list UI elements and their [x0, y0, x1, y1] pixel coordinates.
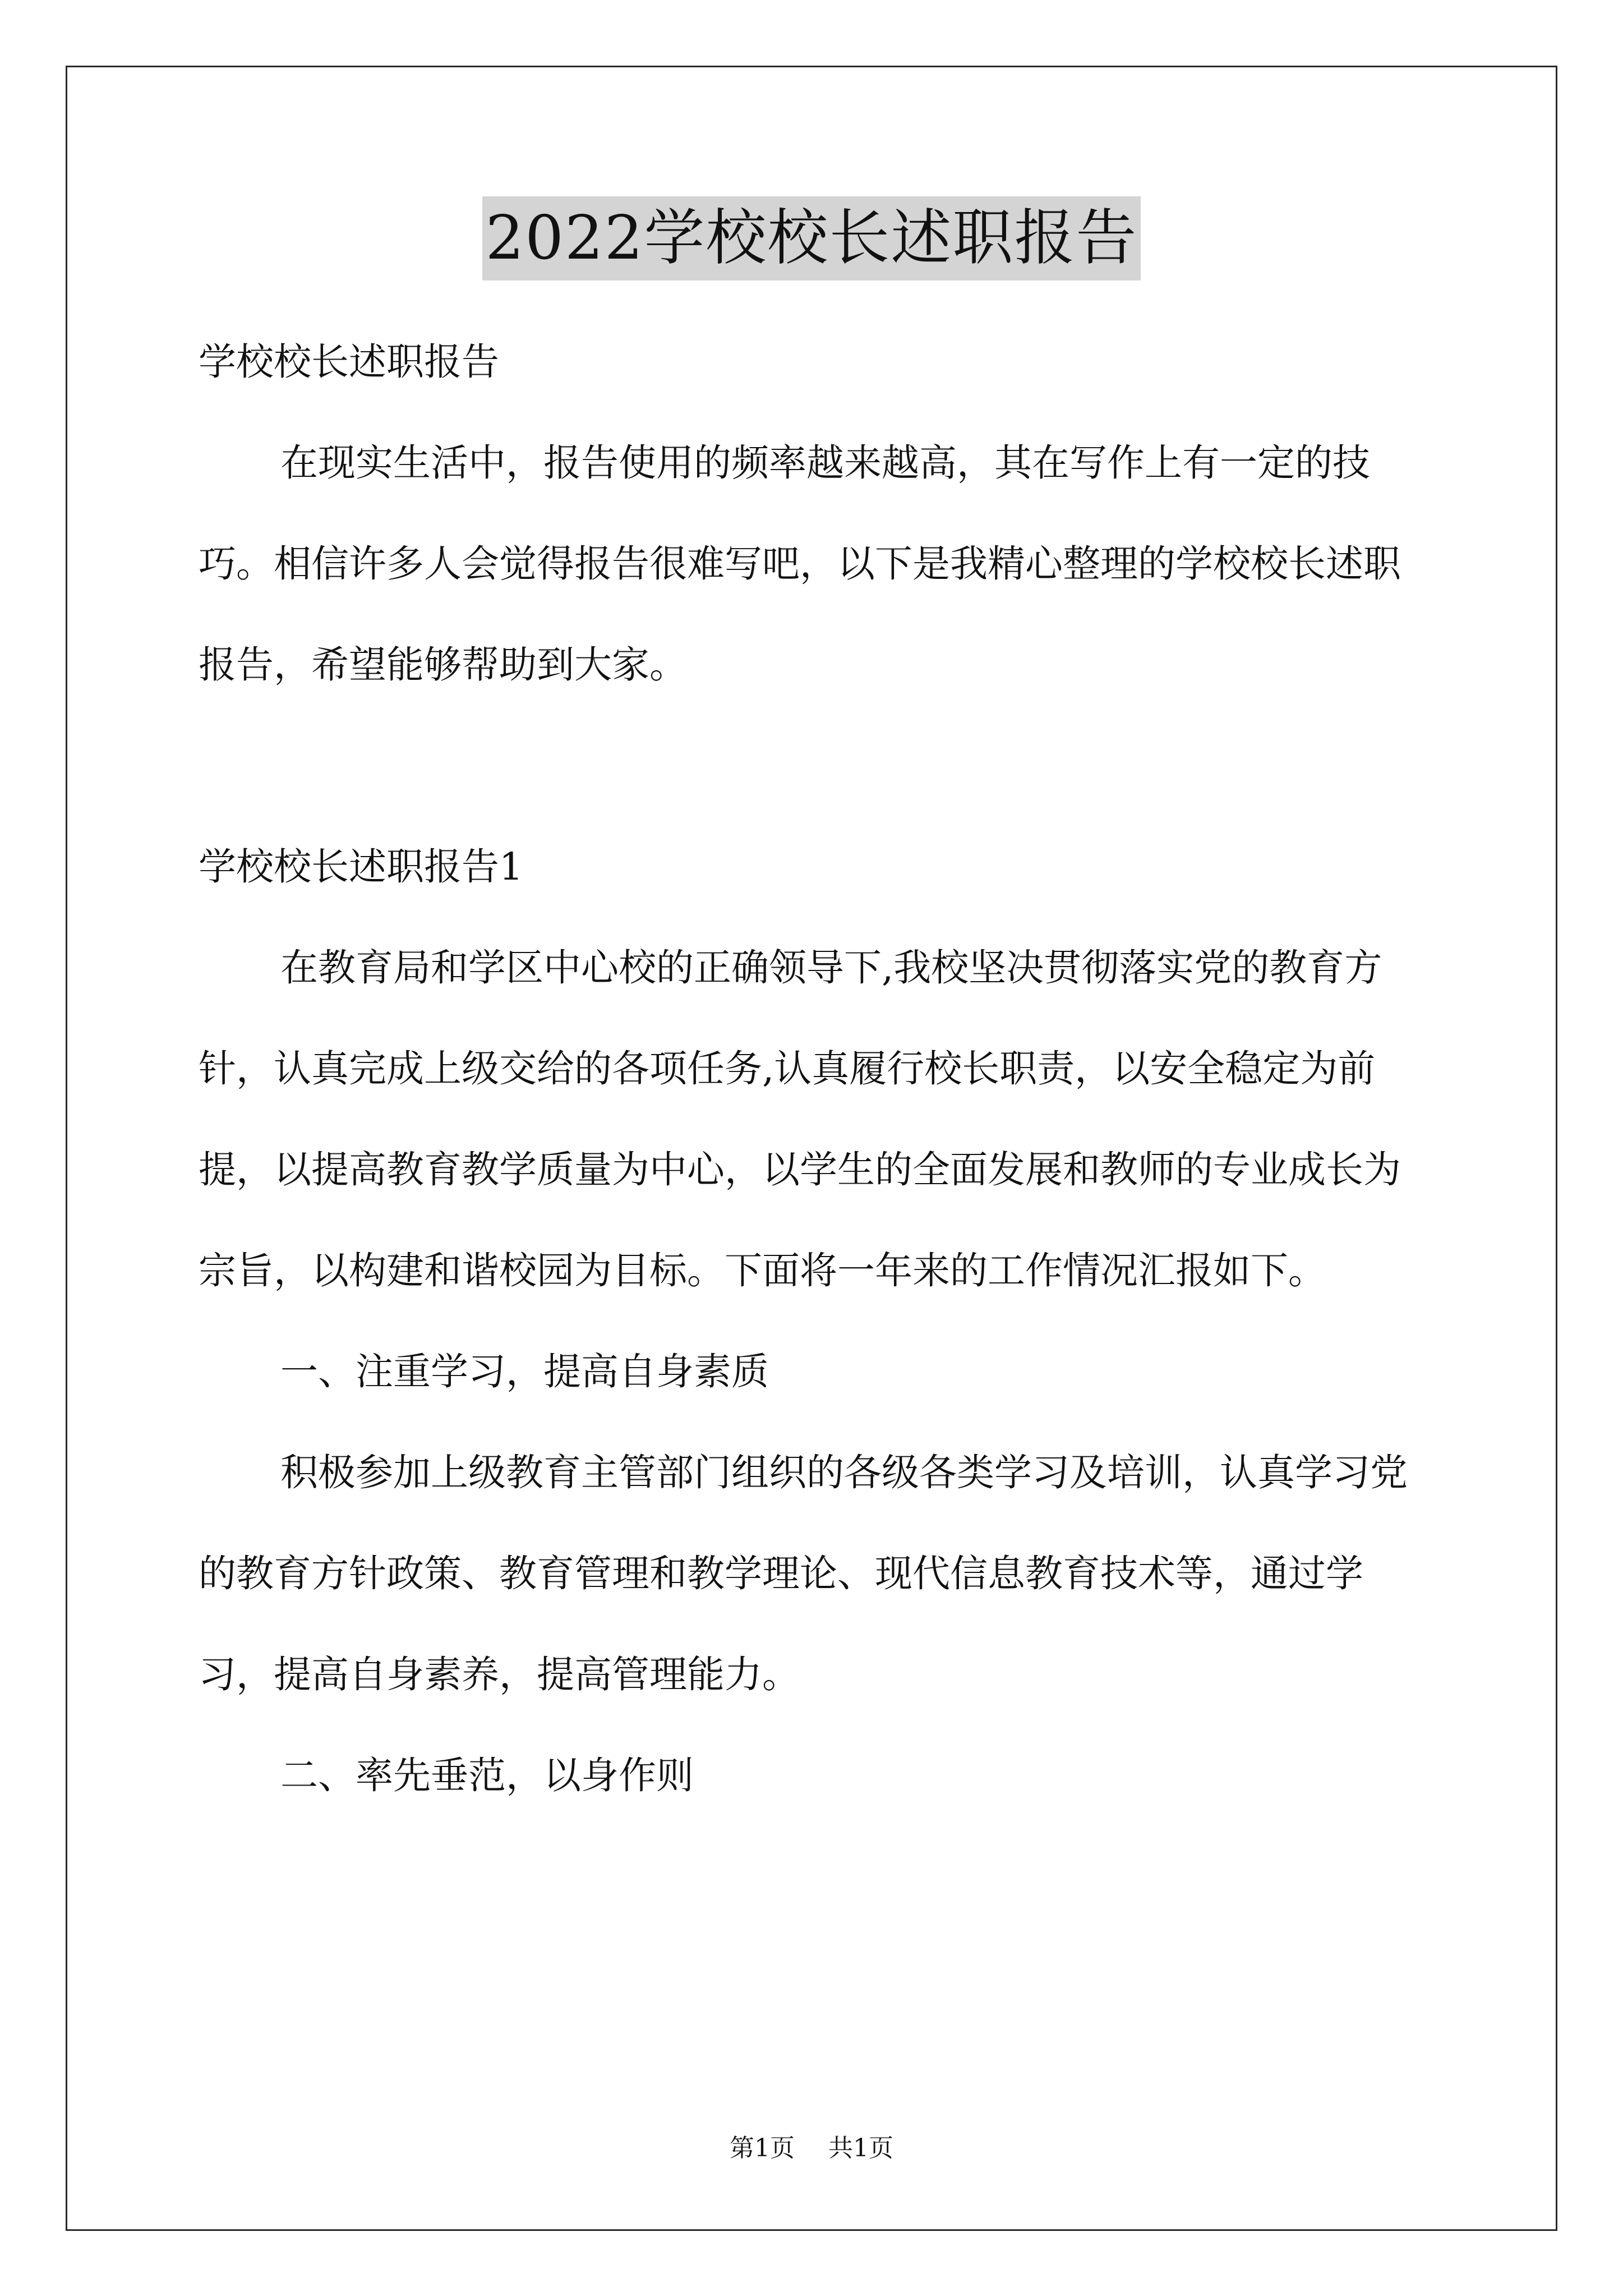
report-subtitle: 学校校长述职报告 — [199, 340, 499, 384]
title-container — [0, 196, 1623, 280]
page-count: 共1页 — [828, 2134, 893, 2162]
body-paragraph: 在教育局和学区中心校的正确领导下,我校坚决贯彻落实党的教育方针，认真完成上级交给的各项任务,认真履行校长职责，以安全稳定为前提，以提高教育教学质量为中心，以学生的全面发展和教师的专业成长为宗旨，以构建和谐校园为目标。下面将一年来的工作情况汇报如下。 — [199, 946, 1401, 1292]
page-number: 第1页 — [730, 2134, 795, 2162]
section-heading: 一、注重学习，提高自身素质 — [280, 1350, 769, 1393]
blank-line — [199, 715, 1432, 816]
body-paragraph: 积极参加上级教育主管部门组织的各级各类学习及培训，认真学习党的教育方针政策、教育管理和教学理论、现代信息教育技术等，通过学习，提高自身素养，提高管理能力。 — [199, 1451, 1408, 1696]
document-body — [199, 311, 1432, 1826]
page-footer — [0, 2132, 1623, 2165]
intro-paragraph: 在现实生活中，报告使用的频率越来越高，其在写作上有一定的技巧。相信许多人会觉得报告很难写吧，以下是我精心整理的学校校长述职报告，希望能够帮助到大家。 — [199, 441, 1401, 687]
section-heading: 二、率先垂范，以身作则 — [280, 1754, 694, 1797]
document-title: 2022学校校长述职报告 — [482, 196, 1141, 280]
section-title: 学校校长述职报告1 — [199, 845, 523, 889]
